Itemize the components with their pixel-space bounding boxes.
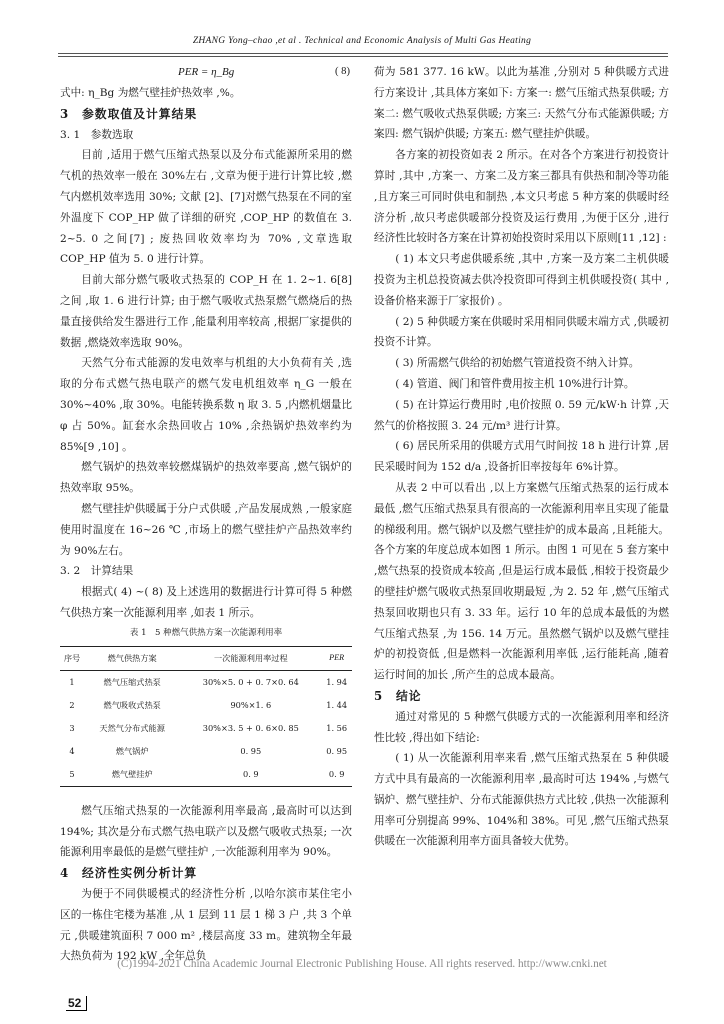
paragraph: 燃气压缩式热泵的一次能源利用率最高 ,最高时可以达到 194%; 其次是分布式燃气热电联产以及燃气吸收式热泵; 一次能源利用率最低的是燃气壁挂炉 ,一次能源利用率为 90%。 (60, 804, 352, 859)
paragraph: 根据式( 4) ~( 8) 及上述选用的数据进行计算可得 5 种燃气供热方案一次能源利用率 ,如表 1 所示。 (60, 586, 352, 619)
table-cell: 1 (69, 676, 75, 687)
table-cell: 0. 95 (240, 745, 262, 756)
section-4-title: 4 经济性实例分析计算 (60, 866, 198, 881)
table-cell: 1. 94 (326, 676, 348, 687)
section-5-title: 5 结论 (374, 688, 422, 703)
page-number: 52 (66, 996, 87, 1011)
table-cell: 4 (69, 745, 75, 756)
paragraph: 从表 2 中可以看出 ,以上方案燃气压缩式热泵的运行成本最低 ,燃气压缩式热泵具有很高的一次能源利用率且实现了能量的梯级利用。燃气锅炉以及燃气壁挂炉的成本最高 ,且耗能大。各个方案的年度总成本如图 1 所示。由图 1 可见在 5 套方案中 ,燃气热泵的投资成本较高 ,但是运行成本最低 ,相较于投资最少的壁挂炉燃气吸收式热泵回收期最短 ,为 2. 52 年 ,燃气压缩式热泵回收期也只有 3. 33 年。运行 10 年的总成本最低的为燃气压缩式热泵 ,为 156. 14 万元。虽然燃气锅炉以及燃气壁挂炉的初投资低 ,但是燃料一次能源利用率低 ,运行能耗高 ,随着运行时间的加长 ,所产生的总成本最高。 (374, 481, 669, 682)
table-row (60, 717, 352, 740)
table-cell: 燃气吸收式热泵 (103, 699, 161, 710)
table-1 (60, 646, 352, 787)
table-row (60, 740, 352, 763)
table-cell: 1. 56 (326, 722, 348, 733)
equation-8 (60, 62, 352, 83)
paragraph: 通过对常见的 5 种燃气供暖方式的一次能源利用率和经济性比较 ,得出如下结论: (374, 710, 669, 744)
table-cell: 30%×5. 0 + 0. 7×0. 64 (202, 676, 299, 687)
table-cell: 天然气分布式能源 (99, 722, 165, 733)
table-cell: 2 (69, 699, 75, 710)
table-cell: 燃气壁挂炉 (111, 768, 153, 779)
paragraph: 燃气锅炉的热效率较燃煤锅炉的热效率要高 ,燃气锅炉的热效率取 95%。 (60, 461, 352, 495)
table-cell: 燃气压缩式热泵 (103, 676, 161, 687)
table-header: 序号 (63, 652, 81, 663)
paragraph: 各方案的初投资如表 2 所示。在对各个方案进行初投资计算时 ,其中 ,方案一、方案二及方案三都具有供热和制冷等功能 ,且方案三可同时供电和制热 ,本文只考虑 5 种方案的供暖时经济分析 ,故只考虑供暖部分投资及运行费用 ,为便于区分 ,进行经济性比较时各方案在计算初始投资时采用以下原则[11 ,12] : (374, 149, 669, 245)
running-header: ZHANG Yong–chao ,et al . Technical and Economic Analysis of Multi Gas Heating (192, 36, 532, 46)
list-item: ( 3) 所需燃气供给的初始燃气管道投资不纳入计算。 (395, 357, 640, 370)
table-cell: 5 (69, 768, 75, 779)
table-cell: 3 (69, 722, 75, 733)
table-cell: 燃气锅炉 (115, 745, 149, 756)
table-1-caption: 表 1 5 种燃气供热方案一次能源利用率 (129, 627, 283, 638)
table-header: 一次能源利用率过程 (213, 652, 288, 663)
section-3-title: 3 参数取值及计算结果 (60, 106, 198, 121)
equation-formula: PER = η_Bg (178, 66, 235, 78)
equation-note: 式中: η_Bg 为燃气壁挂炉热效率 ,%。 (60, 87, 241, 99)
table-header: 燃气供热方案 (107, 652, 157, 663)
list-item: ( 5) 在计算运行费用时 ,电价按照 0. 59 元/kW·h 计算 ,天然气的价格按照 3. 24 元/m³ 进行计算。 (374, 398, 669, 432)
list-item: ( 1) 本文只考虑供暖系统 ,其中 ,方案一及方案二主机供暖投资为主机总投资减去供冷投资即可得到主机供暖投资( 其中 ,设备价格来源于厂家报价) 。 (374, 253, 669, 307)
right-column (374, 62, 669, 852)
table-cell: 1. 44 (326, 699, 348, 710)
paragraph: 荷为 581 377. 16 kW。以此为基准 ,分别对 5 种供暖方式进行方案设计 ,其具体方案如下: 方案一: 燃气压缩式热泵供暖; 方案二: 燃气吸收式热泵供暖; 方案三: 天然气分布式能源供暖; 方案四: 燃气锅炉供暖; 方案五: 燃气壁挂炉供暖。 (374, 66, 669, 141)
copyright-watermark: (C)1994-2021 China Academic Journal Electronic Publishing House. All rights reserved. http://www.cnki.net (117, 958, 607, 970)
paragraph: 目前大部分燃气吸收式热泵的 COP_H 在 1. 2~1. 6[8] 之间 ,取 1. 6 进行计算; 由于燃气吸收式热泵燃气燃烧后的热量直接供给发生器进行工作 ,能量利用率较高 ,根据厂家提供的数据 ,燃烧效率选取 90%。 (60, 274, 352, 349)
paragraph: 天然气分布式能源的发电效率与机组的大小负荷有关 ,选取的分布式燃气热电联产的燃气发电机组效率 η_G 一般在 30%~40% ,取 30%。电能转换系数 η 取 3. 5 ,内燃机烟量比 φ 占 50%。缸套水余热回收占 10% ,余热锅炉热效率约为 85%[9 ,10] 。 (60, 357, 352, 453)
table-cell: 0. 9 (243, 768, 259, 779)
table-cell: 0. 95 (326, 745, 348, 756)
table-header-row (60, 646, 352, 670)
table-row (60, 694, 352, 717)
equation-number: ( 8) (334, 66, 350, 77)
table-header: PER (329, 652, 345, 662)
table-cell: 30%×3. 5 + 0. 6×0. 85 (202, 722, 299, 733)
list-item: ( 2) 5 种供暖方案在供暖时采用相同供暖末端方式 ,供暖初投资不计算。 (374, 315, 669, 349)
list-item: ( 6) 居民所采用的供暖方式用气时间按 18 h 进行计算 ,居民采暖时间为 152 d/a ,设备折旧率按每年 6%计算。 (374, 440, 669, 474)
paragraph: 燃气壁挂炉供暖属于分户式供暖 ,产品发展成熟 ,一般家庭使用时温度在 16~26 ℃ ,市场上的燃气壁挂炉产品热效率约为 90%左右。 (60, 502, 352, 557)
section-3-1-title: 3. 1 参数选取 (60, 128, 134, 141)
table-cell: 90%×1. 6 (230, 699, 272, 710)
list-item: ( 4) 管道、阀门和管件费用按主机 10%进行计算。 (395, 377, 635, 390)
list-item: ( 1) 从一次能源利用率来看 ,燃气压缩式热泵在 5 种供暖方式中具有最高的一次能源利用率 ,最高时可达 194% ,与燃气锅炉、燃气壁挂炉、分布式能源供热方式比较 ,供热一次能源利用率可分别提高 99%、104%和 38%。可见 ,燃气压缩式热泵供暖在一次能源利用率方面具备较大优势。 (374, 752, 669, 848)
table-row (60, 670, 352, 694)
header-rule-bottom (58, 56, 668, 57)
header-rule-top (58, 53, 668, 54)
paragraph: 为便于不同供暖模式的经济性分析 ,以哈尔滨市某住宅小区的一栋住宅楼为基准 ,从 1 层到 11 层 1 梯 3 户 ,共 3 个单元 ,供暖建筑面积 7 000 m² ,楼层高度 33 m。建筑物全年最大热负荷为 192 kW ,全年总负 (60, 887, 352, 963)
left-column (60, 62, 352, 967)
table-cell: 0. 9 (328, 768, 345, 779)
table-row (60, 763, 352, 787)
paragraph: 目前 ,适用于燃气压缩式热泵以及分布式能源所采用的燃气机的热效率一般在 30%左右 ,文章为便于进行计算比较 ,燃气内燃机效率选用 30%; 文献 [2]、[7]对燃气热泵在不同的室外温度下 COP_HP 做了详细的研究 ,COP_HP 的数值在 3. 2~5. 0 之间[7] ; 废热回收效率均为 70% ,文章选取 COP_HP 值为 5. 0 进行计算。 (60, 149, 352, 266)
section-3-2-title: 3. 2 计算结果 (60, 565, 134, 578)
